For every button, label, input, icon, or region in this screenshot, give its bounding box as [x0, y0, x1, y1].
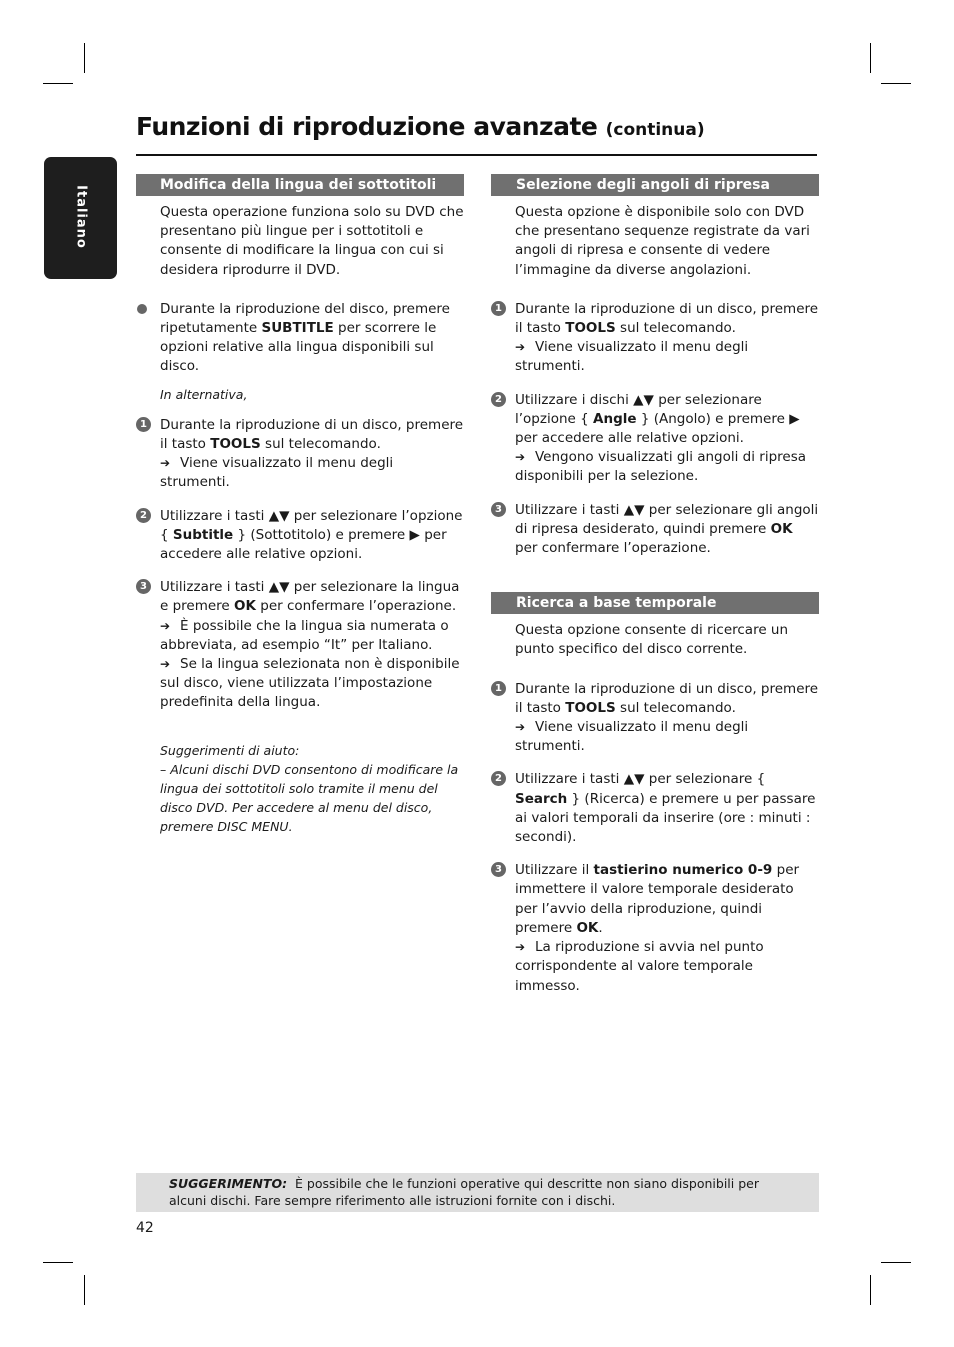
- step-number-icon: 1: [491, 301, 506, 316]
- alternative-note: In alternativa,: [160, 386, 248, 402]
- crop-mark: [870, 43, 871, 73]
- step-number-icon: 2: [136, 508, 151, 523]
- step-number-icon: 3: [491, 502, 506, 517]
- section-heading-camera-angles: Selezione degli angoli di ripresa: [491, 174, 819, 196]
- step-item: 1 Durante la riproduzione di un disco, premere il tasto TOOLS sul telecomando. ➔ Viene visualizzato il menu degli strumenti.: [136, 416, 464, 493]
- crop-mark: [881, 1262, 911, 1263]
- subtitle-intro: Questa operazione funziona solo su DVD che presentano più lingue per i sottotitoli e consente di modificare la lingua con cui si desidera riprodurre il DVD.: [160, 204, 464, 278]
- crop-mark: [43, 83, 73, 84]
- hints-title: Suggerimenti di aiuto:: [160, 742, 300, 758]
- hints-text: – Alcuni dischi DVD consentono di modificare la lingua dei sottotitoli solo tramite il menu del disco DVD. Per accedere al menu del disco, premere DISC MENU.: [160, 761, 459, 835]
- angles-intro: Questa opzione è disponibile solo con DVD che presentano sequenze registrate da vari angoli di ripresa e consente di vedere l’immagine da diverse angolazioni.: [515, 204, 810, 278]
- tip-label: SUGGERIMENTO:: [169, 1176, 288, 1191]
- crop-mark: [881, 83, 911, 84]
- result-arrow-icon: ➔: [515, 340, 526, 355]
- step-number-icon: 1: [491, 681, 506, 696]
- page-number: 42: [136, 1220, 154, 1236]
- step-item: 2 Utilizzare i dischi ▲▼ per selezionare l’opzione { Angle } (Angolo) e premere ▶ per accedere alle relative opzioni. ➔ Vengono visualizzati gli angoli di ripresa disponibili per la selezione.: [491, 391, 819, 487]
- result-arrow-icon: ➔: [160, 657, 171, 672]
- section-heading-time-search: Ricerca a base temporale: [491, 592, 819, 614]
- bullet-item: Durante la riproduzione del disco, premere ripetutamente SUBTITLE per scorrere le opzioni relative alla lingua disponibili sul disco.: [136, 300, 464, 377]
- language-tab-label: Italiano: [73, 185, 88, 249]
- crop-mark: [84, 43, 85, 73]
- tip-box: [136, 1173, 819, 1212]
- result-arrow-icon: ➔: [160, 456, 171, 471]
- page-title-text: Funzioni di riproduzione avanzate: [136, 112, 598, 141]
- left-column: [136, 174, 464, 837]
- result-arrow-icon: ➔: [515, 720, 526, 735]
- step-item: 3 Utilizzare i tasti ▲▼ per selezionare la lingua e premere OK per confermare l’operazione. ➔ È possibile che la lingua sia numerata o abbreviata, ad esempio “It” per Italiano. ➔ Se la lingua selezionata non è disponibile sul disco, viene utilizzata l’impostazione predefinita della lingua.: [136, 578, 464, 712]
- step-number-icon: 1: [136, 417, 151, 432]
- step-item: 1 Durante la riproduzione di un disco, premere il tasto TOOLS sul telecomando. ➔ Viene visualizzato il menu degli strumenti.: [491, 680, 819, 757]
- page-title: [136, 112, 816, 141]
- result-arrow-icon: ➔: [160, 618, 171, 633]
- right-column: [491, 174, 819, 996]
- step-number-icon: 2: [491, 392, 506, 407]
- result-arrow-icon: ➔: [515, 450, 526, 465]
- result-arrow-icon: ➔: [515, 940, 526, 955]
- bullet-icon: [137, 304, 147, 314]
- tip-text: È possibile che le funzioni operative qui descritte non siano disponibili per alcuni dischi. Fare sempre riferimento alle istruzioni fornite con i dischi.: [169, 1176, 759, 1208]
- title-rule: [136, 154, 817, 156]
- step-item: 2 Utilizzare i tasti ▲▼ per selezionare { Search } (Ricerca) e premere u per passare ai valori temporali da inserire (ore : minuti : secondi).: [491, 770, 819, 847]
- step-number-icon: 3: [491, 862, 506, 877]
- time-search-intro: Questa opzione consente di ricercare un punto specifico del disco corrente.: [515, 622, 789, 658]
- step-item: 2 Utilizzare i tasti ▲▼ per selezionare l’opzione { Subtitle } (Sottotitolo) e premere ▶ per accedere alle relative opzioni.: [136, 507, 464, 565]
- language-tab: [44, 157, 117, 279]
- page-title-suffix: (continua): [605, 120, 705, 140]
- crop-mark: [84, 1275, 85, 1305]
- step-number-icon: 2: [491, 771, 506, 786]
- step-item: 3 Utilizzare i tasti ▲▼ per selezionare gli angoli di ripresa desiderato, quindi premere OK per confermare l’operazione.: [491, 501, 819, 559]
- section-heading-subtitle-language: Modifica della lingua dei sottotitoli: [136, 174, 464, 196]
- crop-mark: [870, 1275, 871, 1305]
- step-item: 3 Utilizzare il tastierino numerico 0-9 per immettere il valore temporale desiderato per l’avvio della riproduzione, quindi premere OK. ➔ La riproduzione si avvia nel punto corrispondente al valore temporale immesso.: [491, 861, 819, 995]
- step-number-icon: 3: [136, 579, 151, 594]
- crop-mark: [43, 1262, 73, 1263]
- step-item: 1 Durante la riproduzione di un disco, premere il tasto TOOLS sul telecomando. ➔ Viene visualizzato il menu degli strumenti.: [491, 300, 819, 377]
